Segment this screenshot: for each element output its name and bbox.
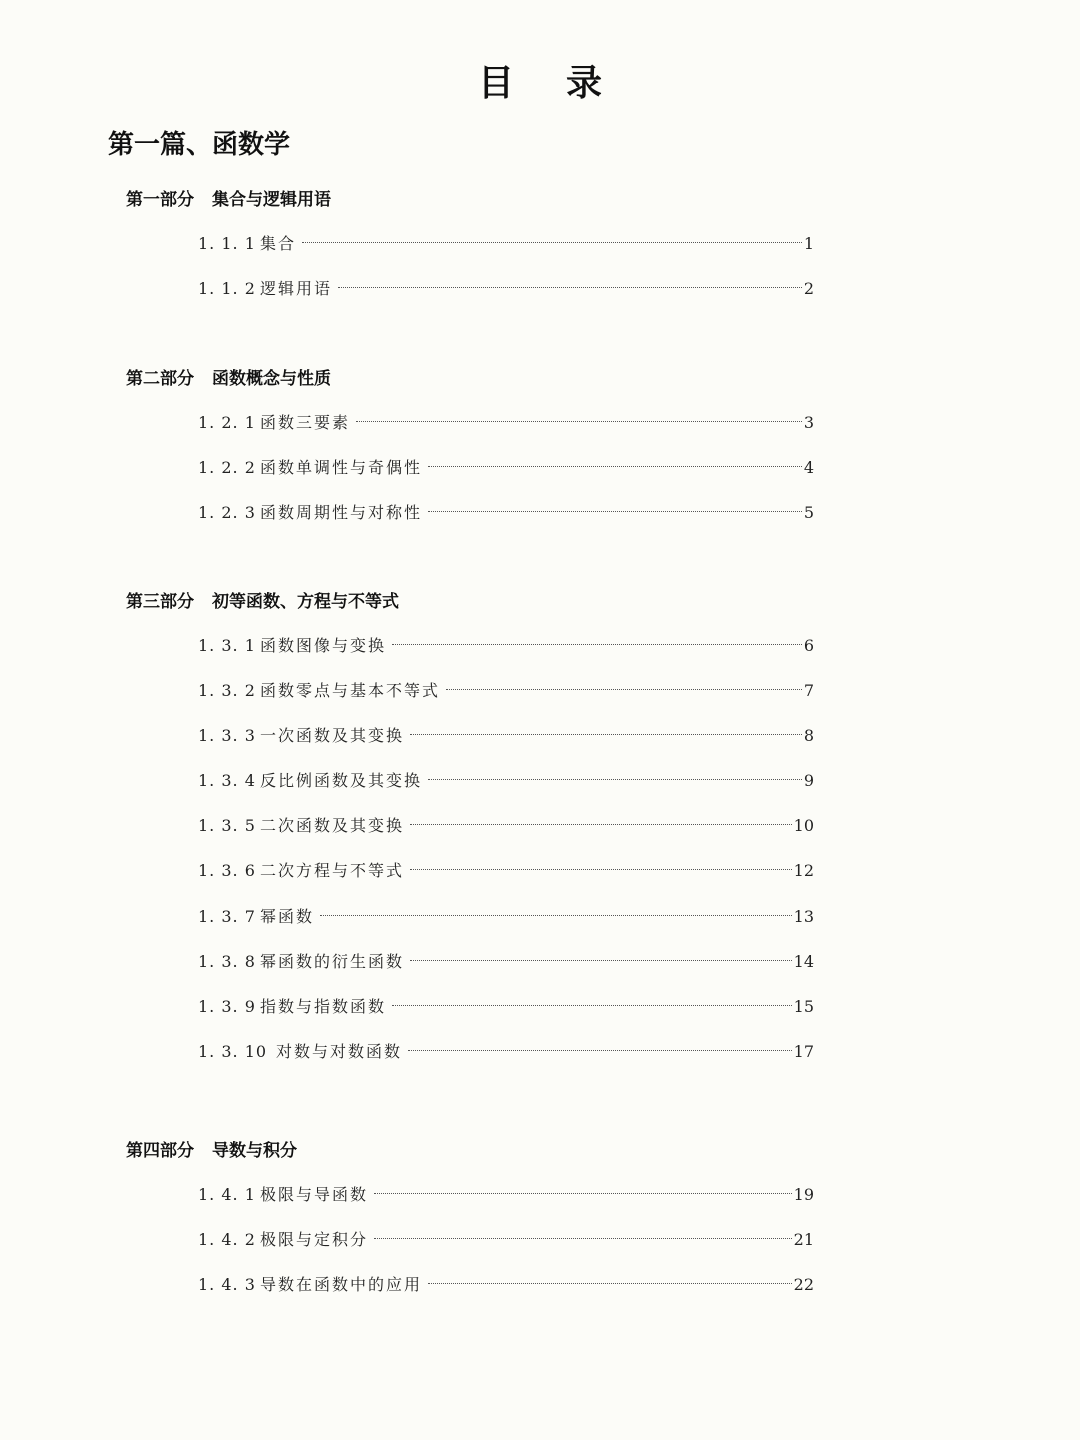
entry-title: 函数三要素	[260, 413, 351, 432]
toc-entry[interactable]	[198, 1182, 814, 1208]
dot-leader	[446, 688, 802, 690]
toc-entry[interactable]	[198, 276, 814, 302]
entry-title: 二次方程与不等式	[260, 861, 405, 880]
entry-page: 4	[803, 458, 814, 477]
entry-title: 反比例函数及其变换	[260, 771, 423, 790]
entry-title: 函数零点与基本不等式	[260, 681, 441, 700]
entry-number: 1. 3. 3	[198, 726, 256, 745]
entry-page: 2	[803, 279, 814, 298]
entry-number: 1. 3. 8	[198, 952, 256, 971]
part-label: 第三部分	[126, 592, 194, 612]
toc-entry[interactable]	[198, 633, 814, 659]
toc-entry[interactable]	[198, 768, 814, 794]
page-title: 目录	[477, 63, 654, 104]
entry-number: 1. 4. 3	[198, 1275, 256, 1294]
entry-title: 集合	[260, 234, 297, 253]
part-name: 集合与逻辑用语	[212, 190, 331, 210]
toc-entry[interactable]	[198, 949, 814, 975]
part-name: 函数概念与性质	[212, 369, 331, 389]
book-title: 第一篇、函数学	[108, 130, 291, 160]
entry-title: 极限与导函数	[260, 1185, 369, 1204]
toc-entry[interactable]	[198, 1227, 814, 1253]
entry-title: 函数周期性与对称性	[260, 503, 423, 522]
dot-leader	[428, 510, 802, 512]
part-label: 第四部分	[126, 1141, 194, 1161]
dot-leader	[428, 1282, 792, 1284]
toc-entry[interactable]	[198, 904, 814, 930]
toc-entry[interactable]	[198, 813, 814, 839]
entry-page: 10	[793, 816, 814, 835]
entry-title: 导数在函数中的应用	[260, 1275, 423, 1294]
entry-page: 14	[793, 952, 814, 971]
entry-page: 3	[803, 413, 814, 432]
entry-number: 1. 2. 3	[198, 503, 256, 522]
dot-leader	[338, 286, 802, 288]
entry-number: 1. 1. 1	[198, 234, 256, 253]
part-heading	[126, 187, 331, 213]
toc-entry[interactable]	[198, 858, 814, 884]
dot-leader	[374, 1237, 792, 1239]
entry-title: 逻辑用语	[260, 279, 333, 298]
toc-entry[interactable]	[198, 231, 814, 257]
toc-entry[interactable]	[198, 678, 814, 704]
entry-title: 函数单调性与奇偶性	[260, 458, 423, 477]
entry-page: 13	[793, 907, 814, 926]
part-name: 导数与积分	[212, 1141, 297, 1161]
entry-title: 幂函数	[260, 907, 315, 926]
entry-number: 1. 2. 2	[198, 458, 256, 477]
entry-number: 1. 4. 2	[198, 1230, 256, 1249]
entry-number: 1. 3. 10	[198, 1042, 268, 1061]
entry-number: 1. 3. 7	[198, 907, 256, 926]
entry-number: 1. 3. 5	[198, 816, 256, 835]
toc-entry[interactable]	[198, 455, 814, 481]
dot-leader	[410, 823, 792, 825]
toc-entry[interactable]	[198, 723, 814, 749]
toc-entry[interactable]	[198, 1039, 814, 1065]
entry-page: 6	[803, 636, 814, 655]
entry-number: 1. 3. 9	[198, 997, 256, 1016]
dot-leader	[428, 465, 802, 467]
entry-number: 1. 4. 1	[198, 1185, 256, 1204]
part-heading	[126, 589, 399, 615]
entry-title: 极限与定积分	[260, 1230, 369, 1249]
dot-leader	[374, 1192, 792, 1194]
entry-page: 21	[793, 1230, 814, 1249]
entry-title: 二次函数及其变换	[260, 816, 405, 835]
dot-leader	[428, 778, 802, 780]
entry-page: 17	[793, 1042, 814, 1061]
dot-leader	[410, 959, 792, 961]
part-label: 第一部分	[126, 190, 194, 210]
entry-page: 9	[803, 771, 814, 790]
entry-title: 指数与指数函数	[260, 997, 387, 1016]
dot-leader	[356, 420, 802, 422]
toc-entry[interactable]	[198, 410, 814, 436]
dot-leader	[408, 1049, 792, 1051]
dot-leader	[410, 868, 792, 870]
entry-page: 19	[793, 1185, 814, 1204]
entry-page: 15	[793, 997, 814, 1016]
entry-page: 1	[803, 234, 814, 253]
entry-page: 12	[793, 861, 814, 880]
entry-number: 1. 1. 2	[198, 279, 256, 298]
dot-leader	[320, 914, 792, 916]
entry-page: 8	[803, 726, 814, 745]
dot-leader	[410, 733, 802, 735]
entry-page: 5	[803, 503, 814, 522]
entry-title: 幂函数的衍生函数	[260, 952, 405, 971]
toc-entry[interactable]	[198, 500, 814, 526]
entry-page: 22	[793, 1275, 814, 1294]
part-heading	[126, 366, 331, 392]
toc-entry[interactable]	[198, 994, 814, 1020]
dot-leader	[302, 241, 802, 243]
entry-number: 1. 3. 1	[198, 636, 256, 655]
dot-leader	[392, 1004, 792, 1006]
part-heading	[126, 1138, 297, 1164]
entry-number: 1. 3. 2	[198, 681, 256, 700]
toc-entry[interactable]	[198, 1272, 814, 1298]
dot-leader	[392, 643, 802, 645]
entry-title: 函数图像与变换	[260, 636, 387, 655]
entry-title: 一次函数及其变换	[260, 726, 405, 745]
entry-page: 7	[803, 681, 814, 700]
part-label: 第二部分	[126, 369, 194, 389]
entry-number: 1. 3. 6	[198, 861, 256, 880]
entry-number: 1. 3. 4	[198, 771, 256, 790]
entry-number: 1. 2. 1	[198, 413, 256, 432]
entry-title: 对数与对数函数	[276, 1042, 403, 1061]
part-name: 初等函数、方程与不等式	[212, 592, 399, 612]
